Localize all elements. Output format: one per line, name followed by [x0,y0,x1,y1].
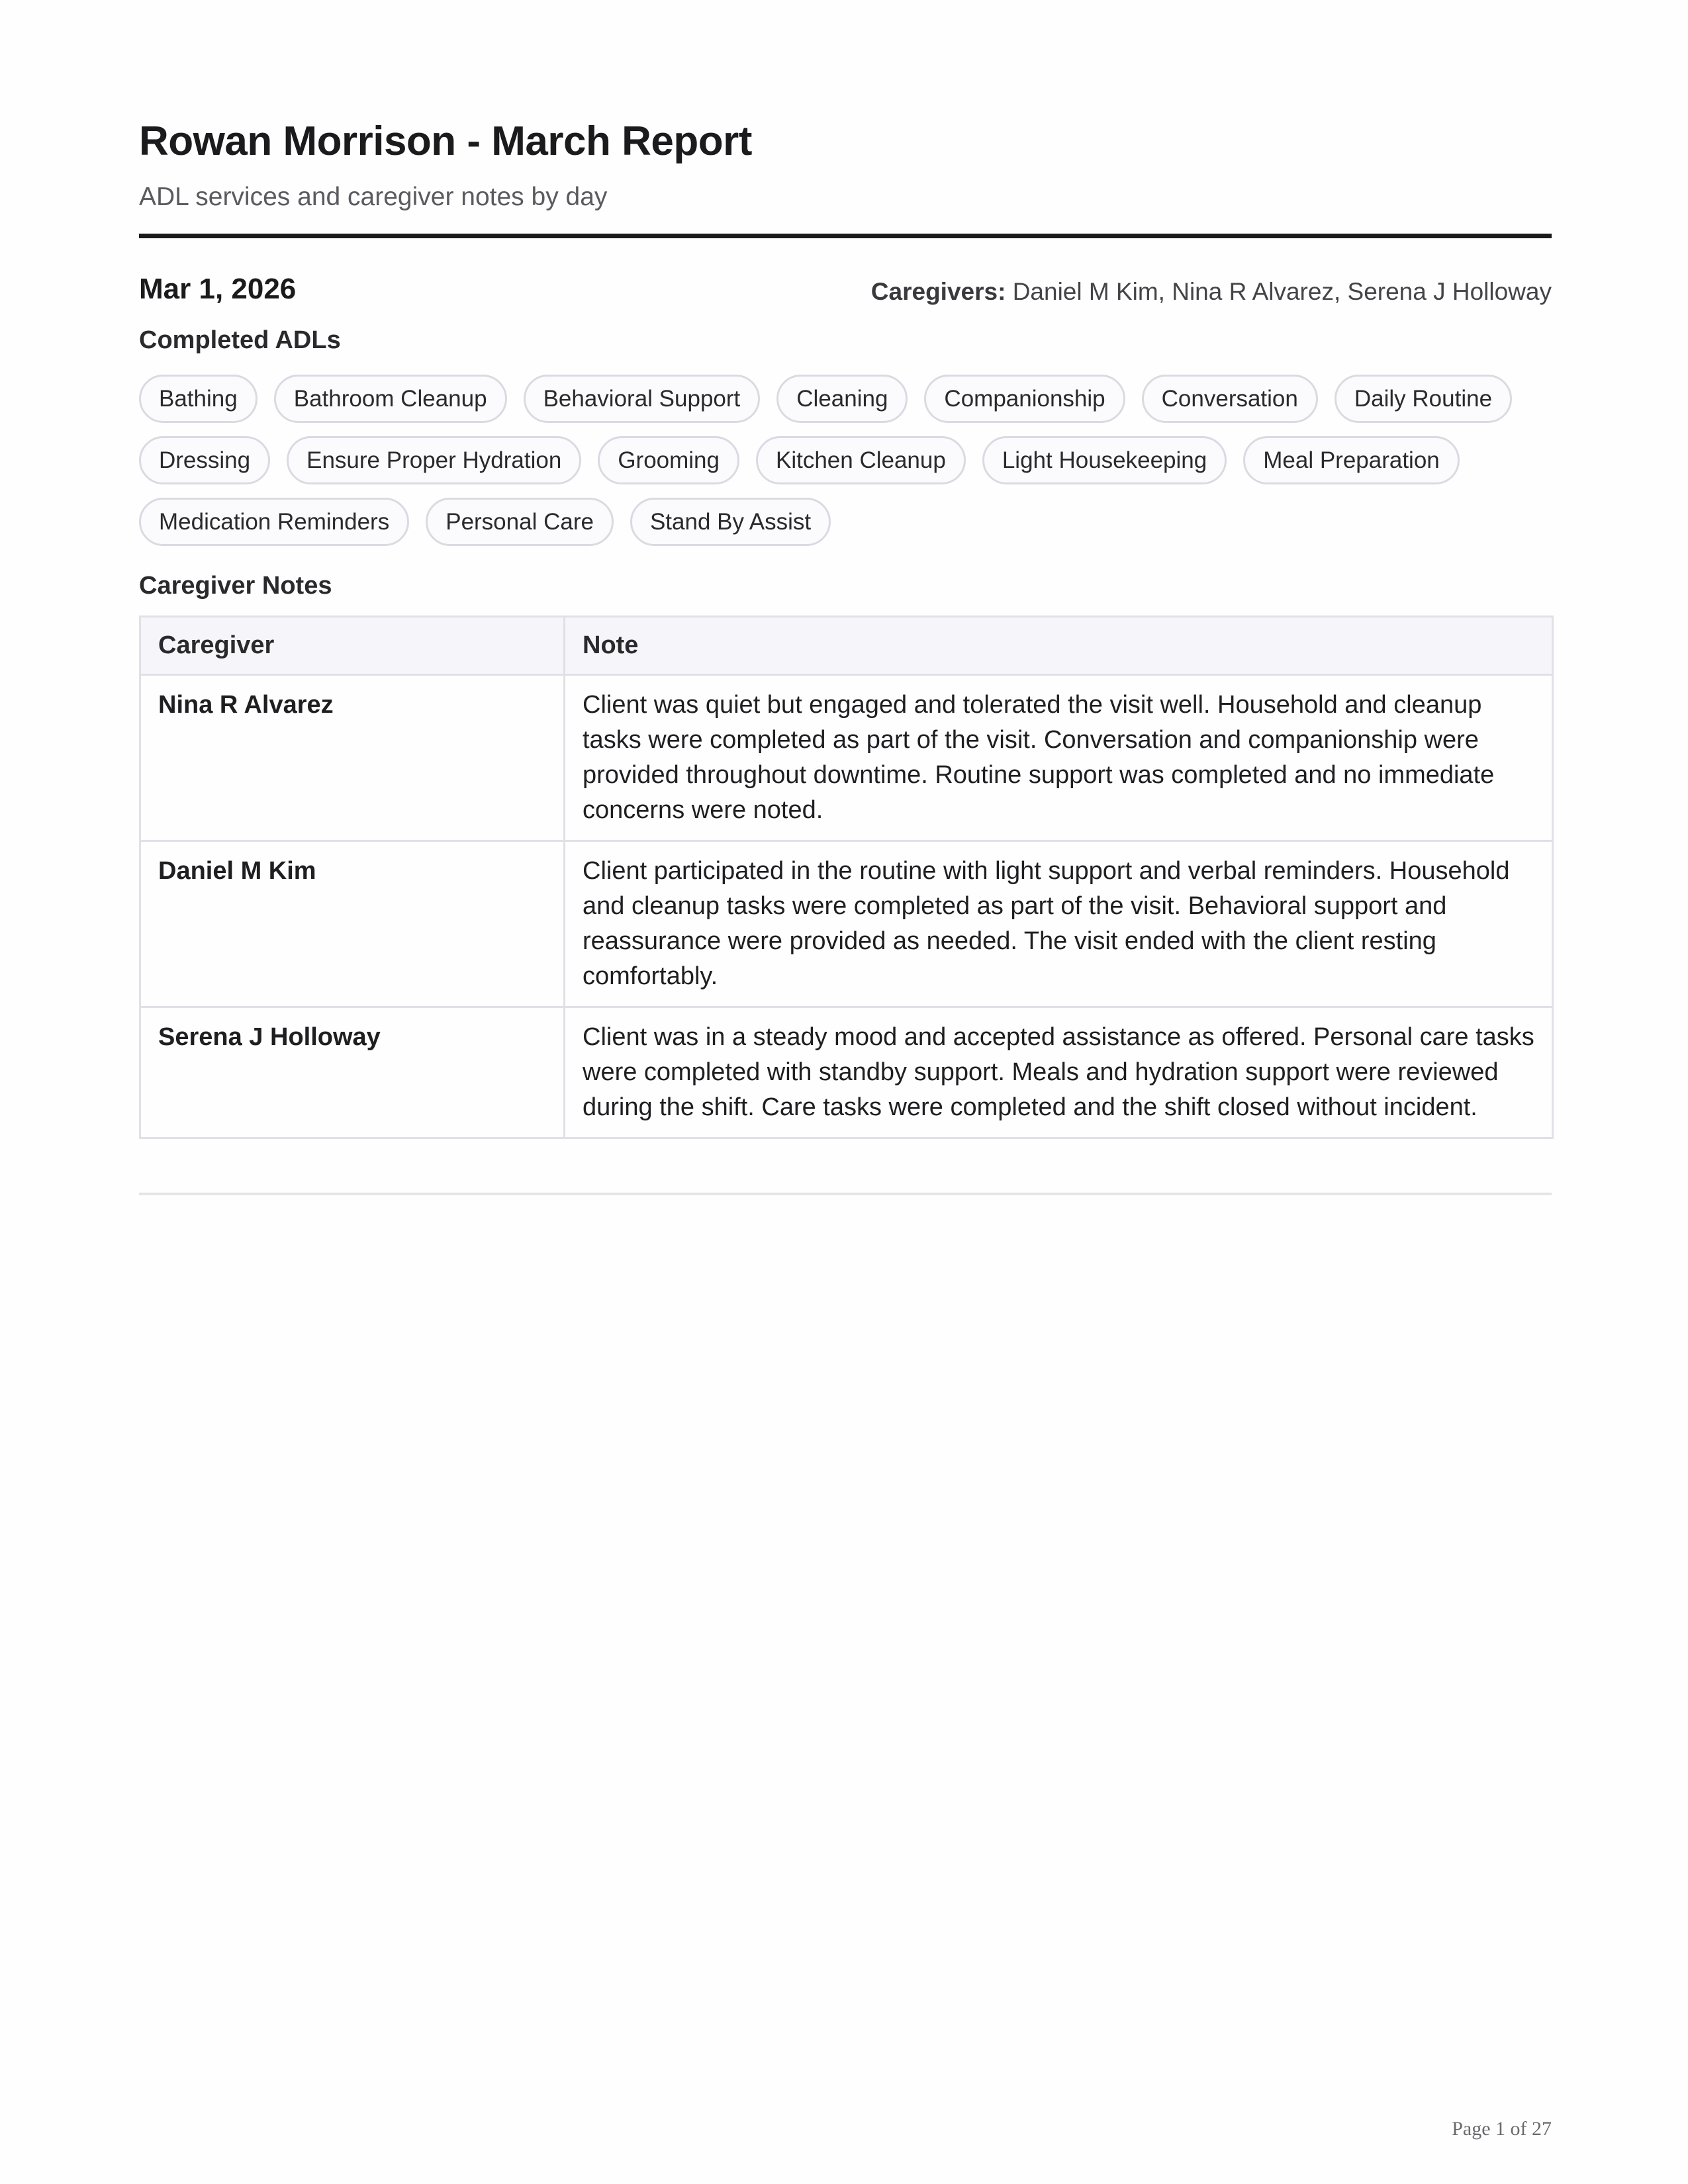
caregivers-value: Daniel M Kim, Nina R Alvarez, Serena J Holloway [1012,278,1552,305]
caregiver-notes-table [139,615,1554,1139]
day-date: Mar 1, 2026 [139,273,297,305]
adl-chip: Behavioral Support [524,375,761,423]
adl-chip: Conversation [1142,375,1318,423]
adl-chip: Bathing [139,375,258,423]
report-title: Rowan Morrison - March Report [139,118,752,164]
adl-chip: Kitchen Cleanup [756,436,966,484]
adl-chip: Medication Reminders [139,498,409,546]
note-cell: Client was quiet but engaged and tolerated the visit well. Household and cleanup tasks were completed as part of the visit. Conversation and companionship were provided throughout downtime. Routine support was completed and no immediate concerns were noted. [565,675,1553,841]
note-cell: Client participated in the routine with light support and verbal reminders. Household and cleanup tasks were completed as part of the visit. Behavioral support and reassurance were provided as needed. The visit ended with the client resting comfortably. [565,841,1553,1007]
day-section-divider [139,1193,1552,1195]
header-divider [139,234,1552,238]
adl-chip: Grooming [598,436,739,484]
table-header-row [140,617,1553,675]
adl-chip: Personal Care [426,498,614,546]
caregiver-name-cell: Daniel M Kim [140,841,565,1007]
adl-chip: Daily Routine [1335,375,1512,423]
adl-chip: Companionship [924,375,1125,423]
table-row [140,675,1553,841]
caregiver-name-cell: Serena J Holloway [140,1007,565,1138]
adl-chip: Light Housekeeping [982,436,1227,484]
adl-chip: Ensure Proper Hydration [287,436,581,484]
adl-chip-list [139,375,1552,546]
column-header-note: Note [565,617,1553,675]
completed-adls-heading: Completed ADLs [139,326,341,354]
table-row [140,1007,1553,1138]
adl-chip: Stand By Assist [630,498,831,546]
report-subtitle: ADL services and caregiver notes by day [139,183,608,211]
note-cell: Client was in a steady mood and accepted assistance as offered. Personal care tasks were completed with standby support. Meals and hydration support were reviewed during the shift. Care tasks were completed and the shift closed without incident. [565,1007,1553,1138]
caregiver-name-cell: Nina R Alvarez [140,675,565,841]
day-caregivers-summary [871,278,1552,306]
page-number: Page 1 of 27 [1452,2118,1552,2140]
caregivers-label: Caregivers: [870,278,1006,305]
adl-chip: Dressing [139,436,270,484]
caregiver-notes-heading: Caregiver Notes [139,572,332,600]
adl-chip: Cleaning [776,375,908,423]
table-row [140,841,1553,1007]
adl-chip: Meal Preparation [1243,436,1460,484]
adl-chip: Bathroom Cleanup [274,375,507,423]
column-header-caregiver: Caregiver [140,617,565,675]
